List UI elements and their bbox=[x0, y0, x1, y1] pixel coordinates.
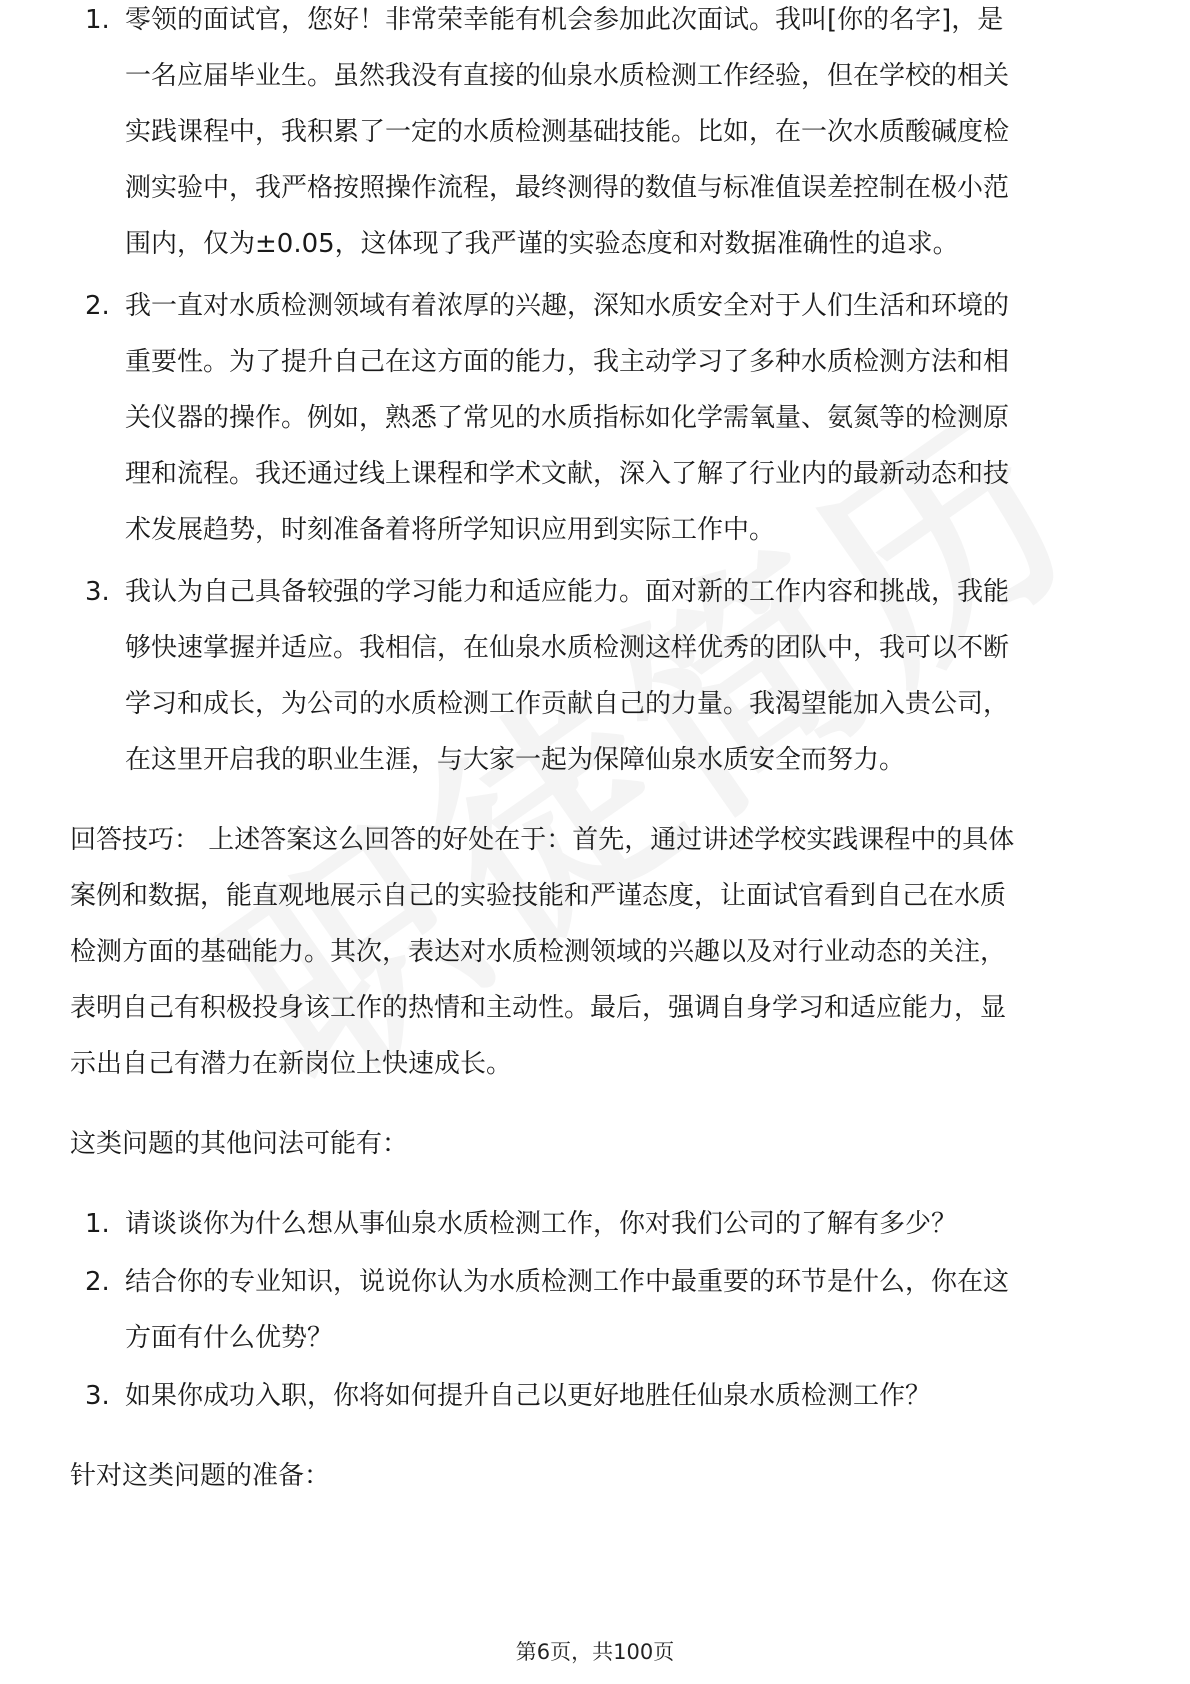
answer-item-1 bbox=[70, 0, 1130, 272]
list-line: 重要性。为了提升自己在这方面的能力，我主动学习了多种水质检测方法和相 bbox=[125, 347, 1010, 377]
list-number: 2. bbox=[85, 291, 110, 321]
list-line: 实践课程中，我积累了一定的水质检测基础技能。比如，在一次水质酸碱度检 bbox=[125, 117, 1010, 147]
answer-list bbox=[70, 0, 1130, 788]
other-question-3 bbox=[70, 1368, 1130, 1424]
answer-item-3 bbox=[70, 564, 1130, 788]
list-line: 我认为自己具备较强的学习能力和适应能力。面对新的工作内容和挑战，我能 bbox=[125, 577, 1010, 607]
list-line: 学习和成长，为公司的水质检测工作贡献自己的力量。我渴望能加入贵公司， bbox=[125, 689, 1010, 719]
list-number: 2. bbox=[85, 1267, 110, 1297]
list-line: 在这里开启我的职业生涯，与大家一起为保障仙泉水质安全而努力。 bbox=[125, 745, 906, 775]
list-line: 术发展趋势，时刻准备着将所学知识应用到实际工作中。 bbox=[125, 515, 776, 545]
list-line: 测实验中，我严格按照操作流程，最终测得的数值与标准值误差控制在极小范 bbox=[125, 173, 1010, 203]
other-question-1 bbox=[70, 1196, 1130, 1252]
answer-item-2 bbox=[70, 278, 1130, 558]
page-footer: 第6页，共100页 bbox=[515, 1640, 675, 1664]
answer-tips bbox=[70, 812, 1130, 1092]
list-number: 3. bbox=[85, 577, 110, 607]
list-line: 关仪器的操作。例如，熟悉了常见的水质指标如化学需氧量、氨氮等的检测原 bbox=[125, 403, 1010, 433]
list-line: 我一直对水质检测领域有着浓厚的兴趣，深知水质安全对于人们生活和环境的 bbox=[125, 291, 1010, 321]
answer-section bbox=[70, 5, 1130, 1504]
list-number: 1. bbox=[85, 5, 110, 35]
list-line: 一名应届毕业生。虽然我没有直接的仙泉水质检测工作经验，但在学校的相关 bbox=[125, 61, 1010, 91]
list-line: 方面有什么优势？ bbox=[125, 1323, 334, 1353]
tips-line: 检测方面的基础能力。其次，表达对水质检测领域的兴趣以及对行业动态的关注， bbox=[70, 937, 1007, 967]
tips-line: 案例和数据，能直观地展示自己的实验技能和严谨态度，让面试官看到自己在水质 bbox=[70, 881, 1007, 911]
list-number: 3. bbox=[85, 1381, 110, 1411]
list-line: 够快速掌握并适应。我相信，在仙泉水质检测这样优秀的团队中，我可以不断 bbox=[125, 633, 1010, 663]
list-line: 请谈谈你为什么想从事仙泉水质检测工作，你对我们公司的了解有多少？ bbox=[125, 1209, 958, 1239]
tips-line: 示出自己有潜力在新岗位上快速成长。 bbox=[70, 1049, 513, 1079]
list-line: 结合你的专业知识，说说你认为水质检测工作中最重要的环节是什么，你在这 bbox=[125, 1267, 1010, 1297]
other-questions-list bbox=[70, 1196, 1130, 1424]
list-line: 零领的面试官，您好！非常荣幸能有机会参加此次面试。我叫[你的名字]，是 bbox=[125, 5, 1004, 35]
list-line: 如果你成功入职，你将如何提升自己以更好地胜任仙泉水质检测工作？ bbox=[125, 1381, 932, 1411]
tips-line: 表明自己有积极投身该工作的热情和主动性。最后，强调自身学习和适应能力，显 bbox=[70, 993, 1007, 1023]
other-question-2 bbox=[70, 1254, 1130, 1366]
list-number: 1. bbox=[85, 1209, 110, 1239]
other-questions-heading: 这类问题的其他问法可能有： bbox=[70, 1129, 409, 1159]
preparation-heading: 针对这类问题的准备： bbox=[70, 1461, 331, 1491]
list-line: 理和流程。我还通过线上课程和学术文献，深入了解了行业内的最新动态和技 bbox=[125, 459, 1010, 489]
tips-line: 回答技巧： 上述答案这么回答的好处在于：首先，通过讲述学校实践课程中的具体 bbox=[70, 825, 1015, 855]
list-line: 围内，仅为±0.05，这体现了我严谨的实验态度和对数据准确性的追求。 bbox=[125, 229, 959, 259]
